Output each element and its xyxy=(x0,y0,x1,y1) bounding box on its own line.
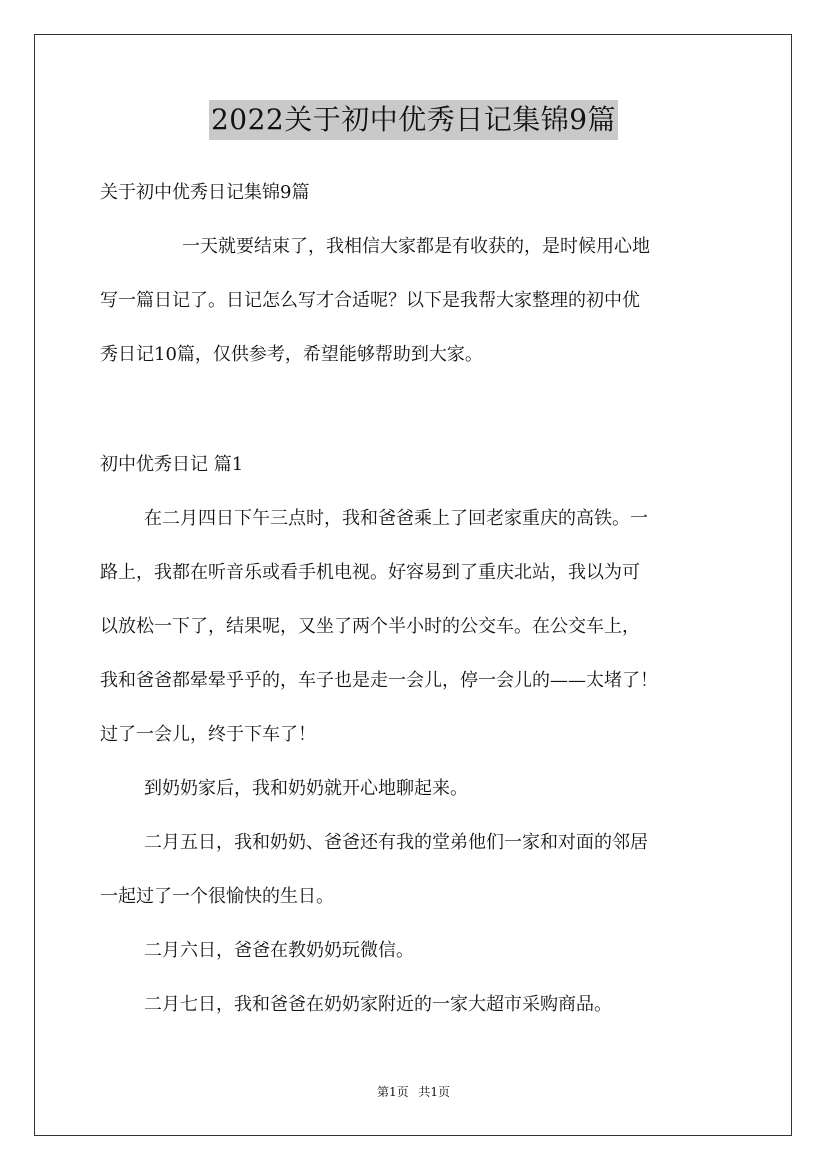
title-container xyxy=(0,100,827,140)
page-number: 第1页 xyxy=(376,1085,409,1099)
diary-line: 以放松一下了，结果呢，又坐了两个半小时的公交车。在公交车上， xyxy=(100,616,640,637)
diary-line: 在二月四日下午三点时，我和爸爸乘上了回老家重庆的高铁。一 xyxy=(144,508,648,529)
intro-line: 秀日记10篇，仅供参考，希望能够帮助到大家。 xyxy=(100,344,483,365)
document-subtitle: 关于初中优秀日记集锦9篇 xyxy=(100,182,310,203)
diary-line: 一起过了一个很愉快的生日。 xyxy=(100,886,334,907)
page-total: 共1页 xyxy=(418,1085,451,1099)
section-heading: 初中优秀日记 篇1 xyxy=(100,454,244,475)
diary-line: 二月六日，爸爸在教奶奶玩微信。 xyxy=(144,940,414,961)
diary-line: 我和爸爸都晕晕乎乎的，车子也是走一会儿，停一会儿的——太堵了！ xyxy=(100,670,658,691)
diary-section xyxy=(100,438,740,1032)
diary-line: 二月五日，我和奶奶、爸爸还有我的堂弟他们一家和对面的邻居 xyxy=(144,832,648,853)
document-title: 2022关于初中优秀日记集锦9篇 xyxy=(209,100,618,140)
intro-paragraph xyxy=(100,220,740,382)
intro-line: 一天就要结束了，我相信大家都是有收获的，是时候用心地 xyxy=(182,236,650,257)
page-footer xyxy=(0,1082,827,1102)
diary-line: 过了一会儿，终于下车了！ xyxy=(100,724,316,745)
diary-line: 到奶奶家后，我和奶奶就开心地聊起来。 xyxy=(144,778,468,799)
diary-line: 二月七日，我和爸爸在奶奶家附近的一家大超市采购商品。 xyxy=(144,994,612,1015)
diary-line: 路上，我都在听音乐或看手机电视。好容易到了重庆北站，我以为可 xyxy=(100,562,640,583)
intro-line: 写一篇日记了。日记怎么写才合适呢？以下是我帮大家整理的初中优 xyxy=(100,290,640,311)
